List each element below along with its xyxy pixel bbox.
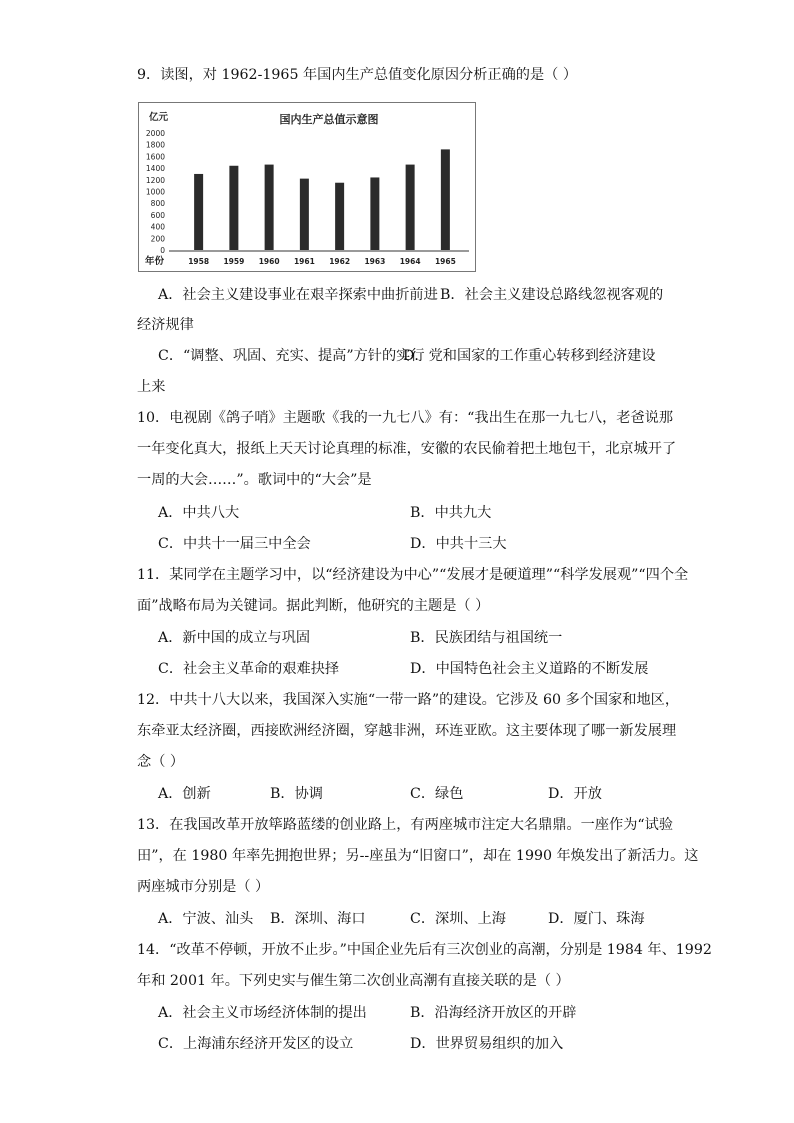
bar xyxy=(441,149,450,250)
q14-option-c: C．上海浦东经济开发区的设立 xyxy=(158,1036,354,1052)
bar xyxy=(406,165,415,250)
q12-option-b: B．协调 xyxy=(270,786,323,802)
y-tick-label: 1400 xyxy=(145,164,165,174)
x-tick-label: 1961 xyxy=(293,257,315,266)
bar xyxy=(194,174,203,250)
q12-option-a: A．创新 xyxy=(158,786,211,802)
q14-option-d: D．世界贸易组织的加入 xyxy=(410,1036,564,1052)
q14-line2: 年和 2001 年。下列史实与催生第二次创业高潮有直接关联的是（ ） xyxy=(137,973,570,989)
y-tick-label: 1600 xyxy=(145,152,165,162)
q11-line2: 面”战略布局为关键词。据此判断，他研究的主题是（ ） xyxy=(137,598,490,614)
q13-option-c: C．深圳、上海 xyxy=(410,911,506,927)
q10-line3: 一周的大会……”。歌词中的“大会”是 xyxy=(137,472,372,488)
q11-option-d: D．中国特色社会主义道路的不断发展 xyxy=(410,661,649,677)
q11-option-a: A．新中国的成立与巩固 xyxy=(158,630,311,646)
q12-line3: 念（ ） xyxy=(137,754,185,770)
q12-option-c: C．绿色 xyxy=(410,786,464,802)
q11-option-b: B．民族团结与祖国统一 xyxy=(410,630,563,646)
x-tick-label: 1962 xyxy=(329,257,351,266)
x-tick-label: 1964 xyxy=(399,257,421,266)
q13-line2: 田”，在 1980 年率先拥抱世界；另--座虽为“旧窗口”，却在 1990 年焕发出了新活力。这 xyxy=(137,848,699,864)
chart-title: 国内生产总值示意图 xyxy=(279,113,379,126)
q10-option-d: D．中共十三大 xyxy=(410,536,507,552)
x-tick-label: 1958 xyxy=(188,257,210,266)
x-tick-label: 1959 xyxy=(223,257,245,266)
q12-option-d: D．开放 xyxy=(548,786,602,802)
q9-option-a: A．社会主义建设事业在艰辛探索中曲折前进 xyxy=(158,287,438,303)
chart-canvas xyxy=(139,103,475,271)
y-tick-label: 200 xyxy=(150,234,165,244)
q13-line1: 13．在我国改革开放筚路蓝缕的创业路上，有两座城市注定大名鼎鼎。一座作为“试验 xyxy=(137,817,674,833)
x-tick-label: 1963 xyxy=(364,257,386,266)
q11-option-c: C．社会主义革命的艰难抉择 xyxy=(158,661,340,677)
x-axis-label: 年份 xyxy=(145,256,165,267)
bar xyxy=(265,165,274,250)
q12-line2: 东牵亚太经济圈，西接欧洲经济圈，穿越非洲，环连亚欧。这主要体现了哪一新发展理 xyxy=(137,723,677,739)
y-tick-label: 1200 xyxy=(145,175,165,185)
q9-option-d: D．党和国家的工作重心转移到经济建设 xyxy=(403,348,656,364)
q10-option-b: B．中共九大 xyxy=(410,505,492,521)
q9-option-b: B．社会主义建设总路线忽视客观的 xyxy=(440,287,664,303)
q11-line1: 11．某同学在主题学习中，以“经济建设为中心”“发展才是硬道理”“科学发展观”“四个全 xyxy=(137,567,689,583)
q14-option-a: A．社会主义市场经济体制的提出 xyxy=(158,1005,367,1021)
y-tick-label: 1000 xyxy=(145,187,165,197)
q13-line3: 两座城市分别是（ ） xyxy=(137,879,270,895)
y-axis-label: 亿元 xyxy=(149,112,169,123)
q10-option-a: A．中共八大 xyxy=(158,505,240,521)
q9-option-b-cont: 经济规律 xyxy=(137,317,194,333)
bar xyxy=(229,166,238,250)
y-tick-label: 2000 xyxy=(145,129,165,138)
q10-line2: 一年变化真大，报纸上天天讨论真理的标准，安徽的农民偷着把土地包干，北京城开了 xyxy=(137,441,677,457)
x-tick-label: 1965 xyxy=(434,257,456,266)
q13-option-a: A．宁波、汕头 xyxy=(158,911,254,927)
y-tick-label: 0 xyxy=(160,246,165,255)
q13-option-b: B．深圳、海口 xyxy=(270,911,366,927)
bar xyxy=(370,177,379,250)
y-tick-label: 600 xyxy=(150,210,165,220)
q10-line1: 10．电视剧《鸽子哨》主题歌《我的一九七八》有：“我出生在那一九七八，老爸说那 xyxy=(137,410,674,426)
gdp-bar-chart xyxy=(138,102,476,272)
q14-line1: 14．“改革不停顿，开放不止步。”中国企业先后有三次创业的高潮，分别是 1984 年、1992 xyxy=(137,942,712,958)
q9-stem: 9．读图，对 1962-1965 年国内生产总值变化原因分析正确的是（ ） xyxy=(137,67,578,83)
q14-option-b: B．沿海经济开放区的开辟 xyxy=(410,1005,577,1021)
y-tick-label: 1800 xyxy=(145,140,165,150)
y-tick-label: 800 xyxy=(150,199,165,209)
x-tick-label: 1960 xyxy=(258,257,280,266)
bar xyxy=(335,183,344,250)
bar xyxy=(300,179,309,250)
q13-option-d: D．厦门、珠海 xyxy=(548,911,645,927)
q10-option-c: C．中共十一届三中全会 xyxy=(158,536,311,552)
y-tick-label: 400 xyxy=(150,222,165,232)
q12-line1: 12．中共十八大以来，我国深入实施“一带一路”的建设。它涉及 60 多个国家和地区， xyxy=(137,692,680,708)
q9-option-d-cont: 上来 xyxy=(137,379,166,395)
q9-option-c: C．“调整、巩固、充实、提高”方针的实行 xyxy=(158,348,425,364)
